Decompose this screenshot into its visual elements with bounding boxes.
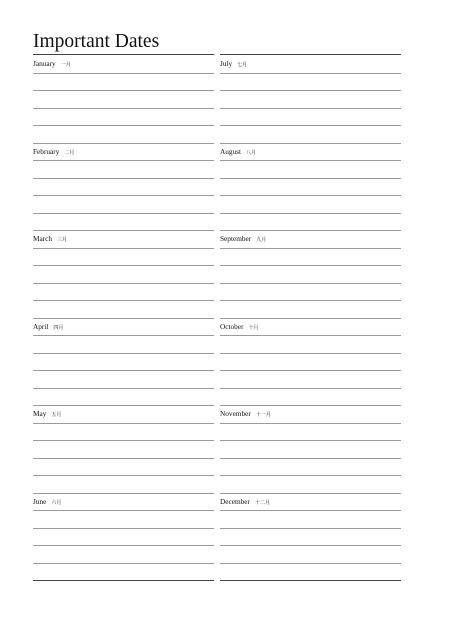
writing-line[interactable] xyxy=(220,283,401,284)
writing-line[interactable] xyxy=(33,353,214,354)
writing-line[interactable] xyxy=(33,73,214,74)
month-section-march xyxy=(33,230,214,318)
writing-line[interactable] xyxy=(33,423,214,424)
writing-line[interactable] xyxy=(33,458,214,459)
month-name: August xyxy=(220,146,242,156)
month-section-april xyxy=(33,318,214,406)
month-name-cjk: 十一月 xyxy=(255,412,271,419)
month-heading xyxy=(33,59,71,70)
month-name: February xyxy=(33,146,60,156)
month-section-february xyxy=(33,143,214,231)
writing-line[interactable] xyxy=(33,213,214,214)
month-section-october xyxy=(220,318,401,406)
writing-line[interactable] xyxy=(220,265,401,266)
writing-line[interactable] xyxy=(220,475,401,476)
writing-line[interactable] xyxy=(220,458,401,459)
month-name-cjk: 十二月 xyxy=(254,499,270,506)
writing-line[interactable] xyxy=(33,108,214,109)
month-section-august xyxy=(220,143,401,231)
writing-line[interactable] xyxy=(220,248,401,249)
month-heading xyxy=(33,497,61,508)
writing-line[interactable] xyxy=(220,125,401,126)
month-name-cjk: 七月 xyxy=(237,62,248,68)
month-heading xyxy=(33,234,67,245)
writing-line[interactable] xyxy=(33,248,214,249)
month-name: April xyxy=(33,321,49,331)
writing-line[interactable] xyxy=(33,195,214,196)
writing-line[interactable] xyxy=(220,510,401,511)
month-heading xyxy=(33,409,61,420)
writing-line[interactable] xyxy=(220,213,401,214)
month-heading xyxy=(220,147,256,158)
month-section-november xyxy=(220,405,401,493)
month-heading xyxy=(33,322,63,333)
writing-line[interactable] xyxy=(33,178,214,179)
writing-line[interactable] xyxy=(33,265,214,266)
writing-line[interactable] xyxy=(33,475,214,476)
month-name: March xyxy=(33,234,53,244)
month-section-september xyxy=(220,230,401,318)
month-heading xyxy=(220,497,270,508)
writing-line[interactable] xyxy=(33,510,214,511)
writing-line[interactable] xyxy=(220,90,401,91)
month-section-june xyxy=(33,493,214,581)
writing-line[interactable] xyxy=(33,125,214,126)
month-section-july xyxy=(220,55,401,143)
month-name-cjk: 一月 xyxy=(60,62,71,68)
month-name: November xyxy=(220,409,251,419)
writing-line[interactable] xyxy=(33,440,214,441)
writing-line[interactable] xyxy=(220,160,401,161)
writing-line[interactable] xyxy=(33,335,214,336)
writing-line[interactable] xyxy=(220,335,401,336)
month-name: January xyxy=(33,59,56,68)
right-month-column xyxy=(220,54,401,581)
writing-line[interactable] xyxy=(220,388,401,389)
month-name-cjk: 五月 xyxy=(51,412,62,419)
writing-line[interactable] xyxy=(220,545,401,546)
month-section-january xyxy=(33,55,214,143)
month-name: December xyxy=(220,496,250,506)
writing-line[interactable] xyxy=(33,300,214,301)
writing-line[interactable] xyxy=(220,440,401,441)
writing-line[interactable] xyxy=(220,370,401,371)
writing-line[interactable] xyxy=(33,563,214,564)
month-name-cjk: 二月 xyxy=(64,149,75,156)
month-name-cjk: 八月 xyxy=(246,149,257,156)
month-heading xyxy=(220,322,259,333)
month-section-december xyxy=(220,493,401,581)
writing-line[interactable] xyxy=(220,195,401,196)
month-name: September xyxy=(220,234,252,244)
month-name-cjk: 四月 xyxy=(53,324,64,331)
left-month-column xyxy=(33,54,214,581)
month-section-may xyxy=(33,405,214,493)
page-title: Important Dates xyxy=(33,31,160,52)
writing-line[interactable] xyxy=(220,528,401,529)
month-name: July xyxy=(220,59,233,68)
writing-line[interactable] xyxy=(220,353,401,354)
writing-line[interactable] xyxy=(220,178,401,179)
month-name: May xyxy=(33,409,47,419)
writing-line[interactable] xyxy=(220,108,401,109)
writing-line[interactable] xyxy=(220,563,401,564)
writing-line[interactable] xyxy=(33,545,214,546)
writing-line[interactable] xyxy=(220,300,401,301)
right-column-bottom-rule xyxy=(220,580,401,581)
month-name: October xyxy=(220,321,244,331)
month-name: June xyxy=(33,496,47,506)
writing-line[interactable] xyxy=(33,528,214,529)
writing-line[interactable] xyxy=(220,73,401,74)
month-heading xyxy=(220,59,247,70)
month-name-cjk: 三月 xyxy=(57,237,68,244)
writing-line[interactable] xyxy=(33,370,214,371)
month-name-cjk: 六月 xyxy=(51,499,62,506)
month-heading xyxy=(220,409,271,420)
writing-line[interactable] xyxy=(33,388,214,389)
month-name-cjk: 十月 xyxy=(248,324,259,331)
month-heading xyxy=(33,147,74,158)
writing-line[interactable] xyxy=(33,160,214,161)
writing-line[interactable] xyxy=(220,423,401,424)
left-column-bottom-rule xyxy=(33,580,214,581)
month-name-cjk: 九月 xyxy=(256,237,267,244)
writing-line[interactable] xyxy=(33,90,214,91)
month-heading xyxy=(220,234,266,245)
writing-line[interactable] xyxy=(33,283,214,284)
